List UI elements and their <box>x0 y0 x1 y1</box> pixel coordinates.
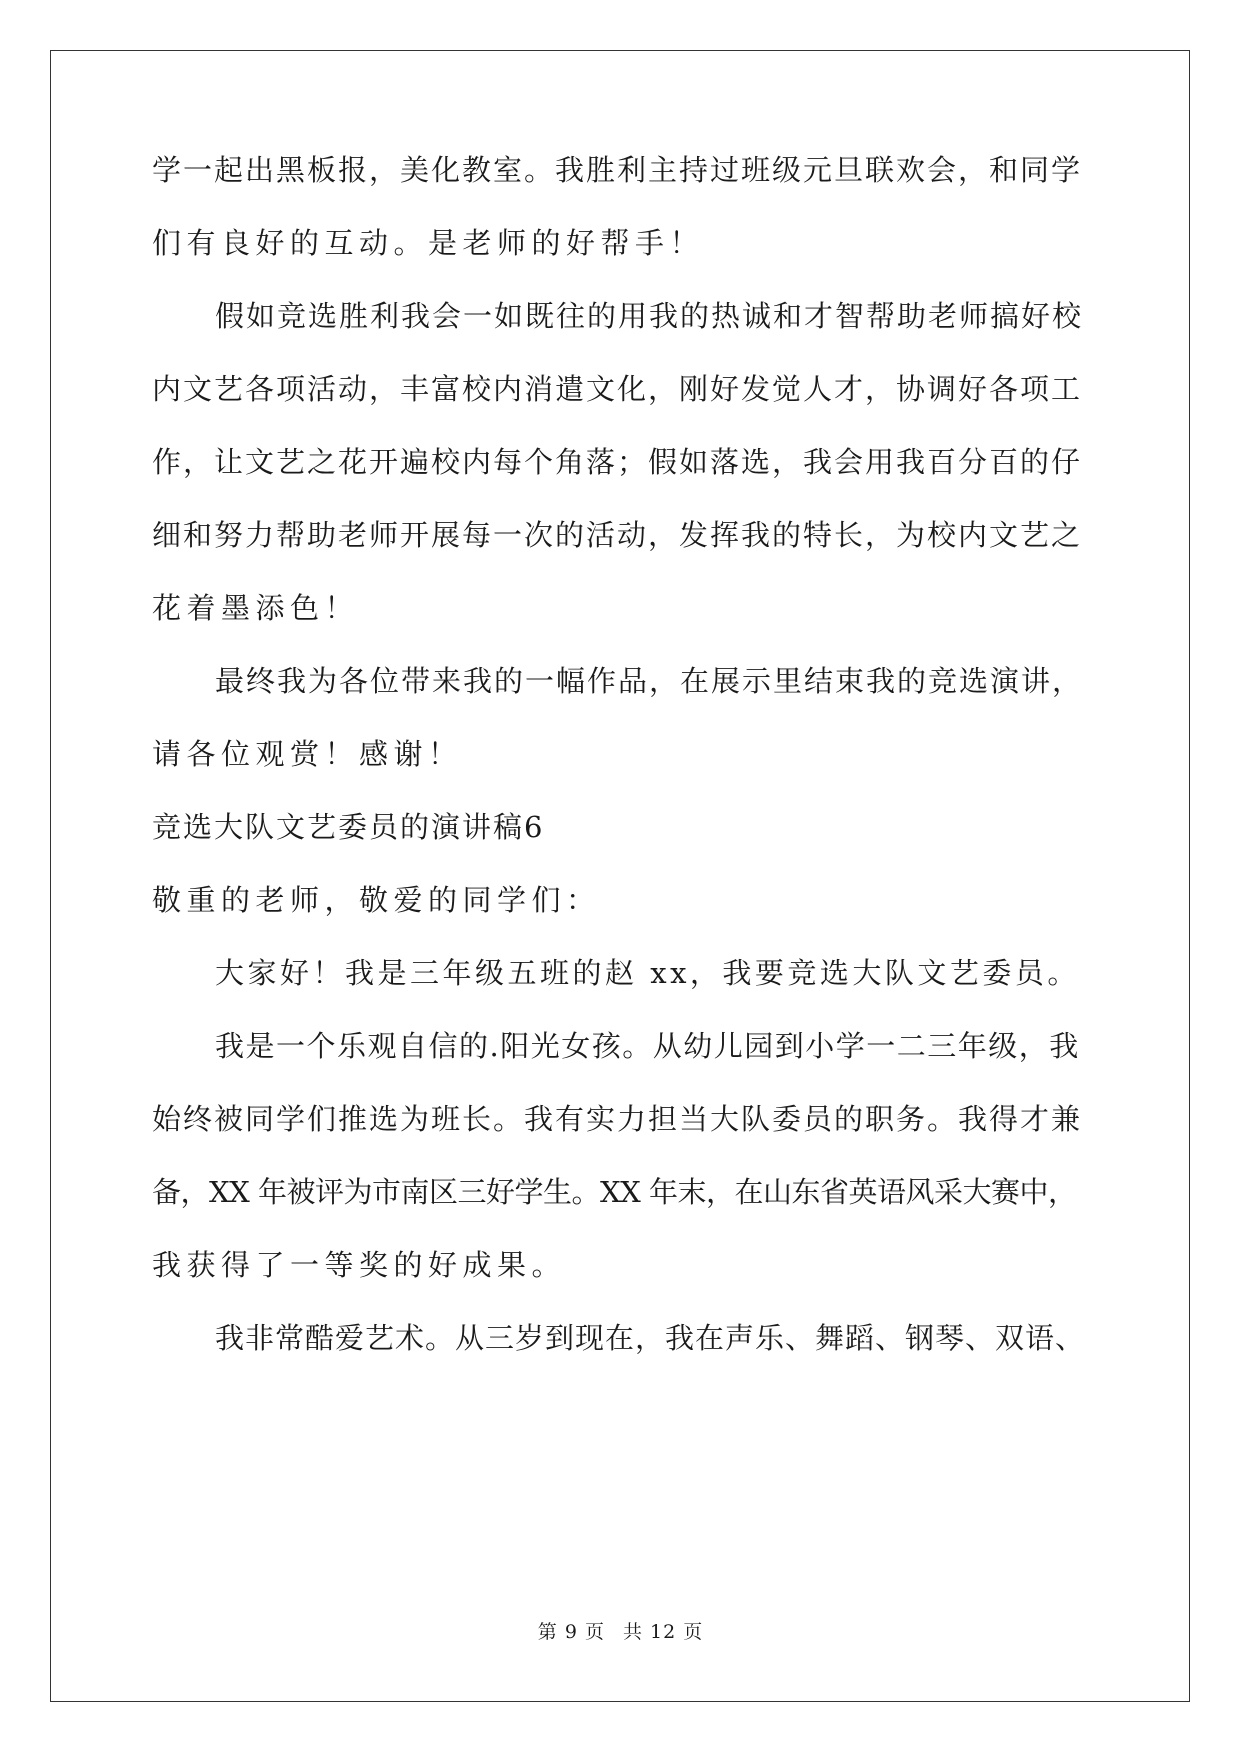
body-line-12: 大家好！我是三年级五班的赵 xx，我要竞选大队文艺委员。 <box>215 956 1080 990</box>
body-line-14: 始终被同学们推选为班长。我有实力担当大队委员的职务。我得才兼 <box>152 1102 1083 1136</box>
body-line-1: 学一起出黑板报，美化教室。我胜利主持过班级元旦联欢会，和同学 <box>152 153 1083 187</box>
body-line-9: 请各位观赏！感谢！ <box>152 737 463 771</box>
body-line-16: 我获得了一等奖的好成果。 <box>152 1248 567 1282</box>
page-number: 第 9 页 <box>537 1621 605 1643</box>
body-line-8: 最终我为各位带来我的一幅作品，在展示里结束我的竞选演讲， <box>215 664 1084 698</box>
body-line-5: 作，让文艺之花开遍校内每个角落；假如落选，我会用我百分百的仔 <box>152 445 1083 479</box>
body-line-6: 细和努力帮助老师开展每一次的活动，发挥我的特长，为校内文艺之 <box>152 518 1083 552</box>
body-line-7: 花着墨添色！ <box>152 591 360 625</box>
section-title: 竞选大队文艺委员的演讲稿6 <box>152 810 545 844</box>
page-total: 共 12 页 <box>622 1621 704 1643</box>
body-line-17: 我非常酷爱艺术。从三岁到现在，我在声乐、舞蹈、钢琴、双语、 <box>215 1321 1086 1355</box>
body-line-15: 备，XX 年被评为市南区三好学生。XX 年末，在山东省英语风采大赛中， <box>152 1175 1077 1209</box>
body-line-13: 我是一个乐观自信的.阳光女孩。从幼儿园到小学一二三年级，我 <box>215 1029 1080 1063</box>
salutation: 敬重的老师，敬爱的同学们： <box>152 883 601 917</box>
page-footer <box>0 1620 1241 1644</box>
body-line-4: 内文艺各项活动，丰富校内消遣文化，刚好发觉人才，协调好各项工 <box>152 372 1083 406</box>
body-line-3: 假如竞选胜利我会一如既往的用我的热诚和才智帮助老师搞好校 <box>215 299 1084 333</box>
body-line-2: 们有良好的互动。是老师的好帮手！ <box>152 226 705 260</box>
